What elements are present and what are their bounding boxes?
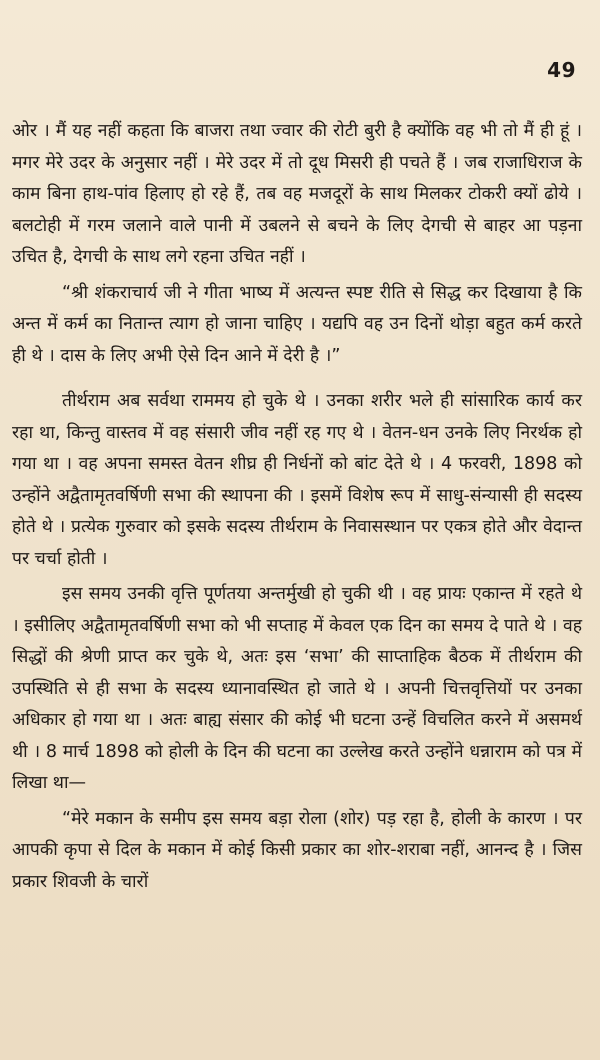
paragraph-3: तीर्थराम अब सर्वथा राममय हो चुके थे । उनका शरीर भले ही सांसारिक कार्य कर रहा था, किन्तु वास्तव में वह संसारी जीव नहीं रह गए थे । वेतन-धन उनके लिए निरर्थक हो गया था । वह अपना समस्त वेतन शीघ्र ही निर्धनों को बांट देते थे । 4 फरवरी, 1898 को उन्होंने अद्वैतामृतवर्षिणी सभा की स्थापना की । इसमें विशेष रूप में साधु-संन्यासी ही सदस्य होते थे । प्रत्येक गुरुवार को इसके सदस्य तीर्थराम के निवासस्थान पर एकत्र होते और वेदान्त पर चर्चा होती । xyxy=(12,391,582,569)
paragraph-2-quote: “श्री शंकराचार्य जी ने गीता भाष्य में अत्यन्त स्पष्ट रीति से सिद्ध कर दिखाया है कि अन्त में कर्म का नितान्त त्याग हो जाना चाहिए । यद्यपि वह उन दिनों थोड़ा बहुत कर्म करते ही थे । दास के लिए अभी ऐसे दिन आने में देरी है ।” xyxy=(12,282,582,366)
paragraph-4: इस समय उनकी वृत्ति पूर्णतया अन्तर्मुखी हो चुकी थी । वह प्रायः एकान्त में रहते थे । इसीलिए अद्वैतामृतवर्षिणी सभा को भी सप्ताह में केवल एक दिन का समय दे पाते थे । वह सिद्धों की श्रेणी प्राप्त कर चुके थे, अतः इस ‘सभा’ की साप्ताहिक बैठक में तीर्थराम की उपस्थिति से ही सभा के सदस्य ध्यानावस्थित हो जाते थे । अपनी चित्तवृत्तियों पर उनका अधिकार हो गया था । अतः बाह्य संसार की कोई भी घटना उन्हें विचलित करने में असमर्थ थी । 8 मार्च 1898 को होली के दिन की घटना का उल्लेख करते उन्होंने धन्नाराम को पत्र में लिखा था— xyxy=(12,584,582,793)
paragraph-5-quote: “मेरे मकान के समीप इस समय बड़ा रोला (शोर) पड़ रहा है, होली के कारण । पर आपकी कृपा से दिल के मकान में कोई किसी प्रकार का शोर-शराबा नहीं, आनन्द है । जिस प्रकार शिवजी के चारों xyxy=(12,808,582,892)
page-text xyxy=(12,116,582,898)
paragraph-1: ओर । मैं यह नहीं कहता कि बाजरा तथा ज्वार की रोटी बुरी है क्योंकि वह भी तो मैं ही हूं । मगर मेरे उदर के अनुसार नहीं । मेरे उदर में तो दूध मिसरी ही पचते हैं । जब राजाधिराज के काम बिना हाथ-पांव हिलाए हो रहे हैं, तब वह मजदूरों के साथ मिलकर टोकरी क्यों ढोये । बलटोही में गरम जलाने वाले पानी में उबलने से बचने के लिए देगची से बाहर आ पड़ना उचित है, देगची के साथ लगे रहना उचित नहीं । xyxy=(12,121,582,267)
page-number: 49 xyxy=(547,58,576,82)
paragraph-gap xyxy=(12,372,582,386)
